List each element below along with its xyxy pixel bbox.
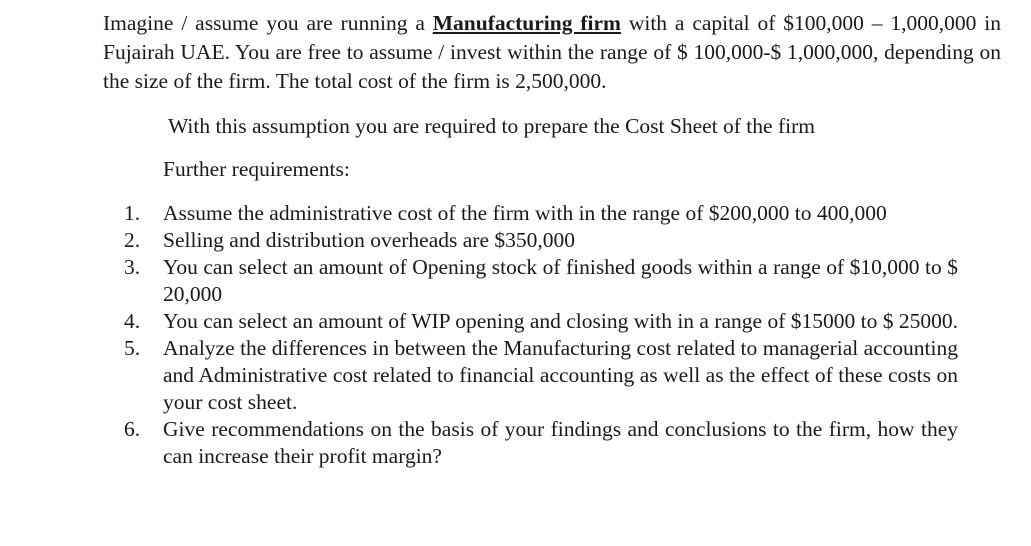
requirement-item-2 [124, 227, 958, 254]
requirement-number: 2. [124, 228, 141, 252]
requirement-item-5 [124, 335, 958, 416]
requirement-text: You can select an amount of WIP opening and closing with in a range of $15000 to $ 25000. [163, 309, 958, 333]
intro-emphasis: Manufacturing firm [432, 11, 621, 35]
requirement-number: 3. [124, 255, 141, 279]
intro-text-end: with a capital of $100,000 – 1,000,000 in Fujairah UAE. You are free to assume / invest within the range of $ 100,000-$ 1,000,000, depending on the size of the firm. The total cost of the firm is 2,500,000. [103, 11, 1001, 93]
requirement-text: Selling and distribution overheads are $350,000 [163, 228, 576, 252]
requirement-number: 6. [124, 417, 141, 441]
requirement-number: 4. [124, 309, 141, 333]
intro-text-start: Imagine / assume you are running a [103, 11, 433, 35]
requirements-list [124, 200, 958, 470]
requirement-text: You can select an amount of Opening stock of finished goods within a range of $10,000 to $ 20,000 [163, 255, 958, 306]
assumption-statement: With this assumption you are required to prepare the Cost Sheet of the firm [168, 114, 815, 138]
requirement-text: Assume the administrative cost of the firm with in the range of $200,000 to 400,000 [163, 201, 887, 225]
requirement-text: Analyze the differences in between the Manufacturing cost related to managerial accounting and Administrative cost related to financial accounting as well as the effect of these costs on your cost sheet. [163, 336, 958, 414]
requirement-item-3 [124, 254, 958, 308]
requirement-item-6 [124, 416, 958, 470]
requirement-text: Give recommendations on the basis of your findings and conclusions to the firm, how they can increase their profit margin? [163, 417, 958, 468]
requirement-item-1 [124, 200, 958, 227]
requirement-number: 5. [124, 336, 141, 360]
further-requirements-heading: Further requirements: [163, 157, 350, 181]
intro-paragraph [103, 9, 1001, 96]
requirement-item-4 [124, 308, 958, 335]
requirement-number: 1. [124, 201, 141, 225]
